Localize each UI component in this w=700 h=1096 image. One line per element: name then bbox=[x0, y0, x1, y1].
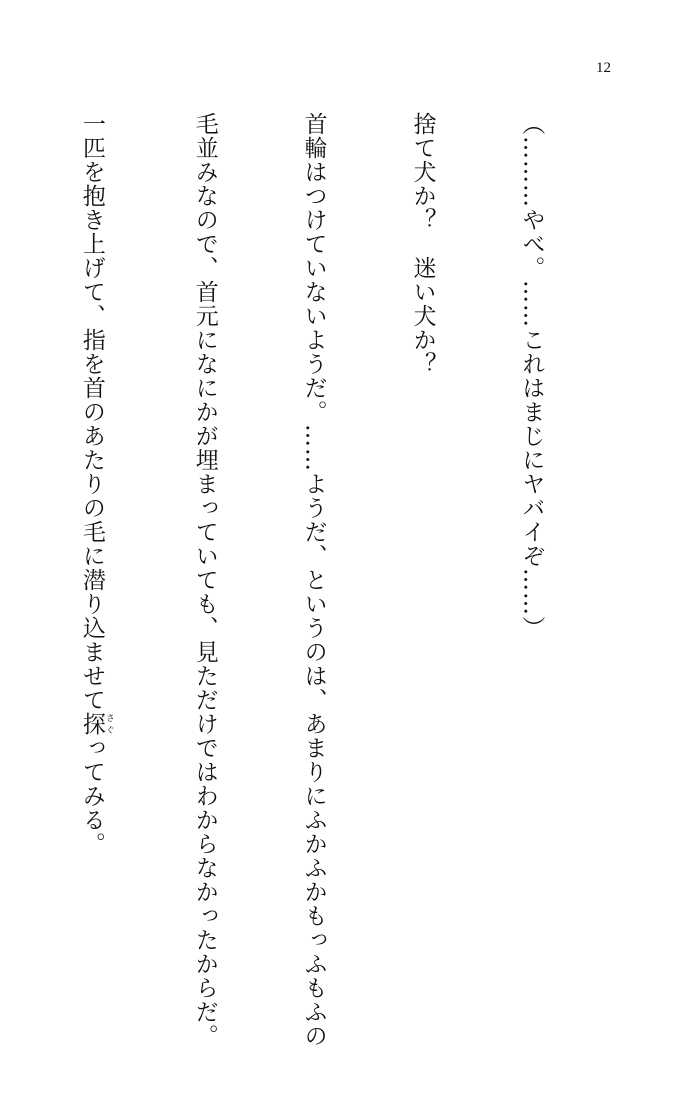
text-line: 捨て犬か？ 迷い犬か？ bbox=[409, 112, 436, 376]
ruby-annotation bbox=[78, 712, 114, 736]
text-line: 首輪はつけていないようだ。……ようだ、というのは、あまりにふかふかもっふもふの bbox=[300, 112, 327, 1048]
text-line: 毛並みなので、首元になにかが埋まっていても、見ただけではわからなかったからだ。 bbox=[191, 112, 218, 1048]
text-line: （………やべ。……これはまじにヤバイぞ……） bbox=[518, 112, 545, 640]
ruby-reading: さぐ bbox=[103, 712, 114, 736]
text-line-with-ruby bbox=[74, 112, 114, 972]
text-segment: ってみる。 bbox=[78, 736, 105, 856]
novel-text-column bbox=[0, 112, 622, 1048]
ruby-base: 探 bbox=[78, 712, 105, 736]
text-segment: 一匹を抱き上げて、指を首のあたりの毛に潜り込ませて bbox=[78, 112, 105, 712]
page-number: 12 bbox=[596, 60, 611, 76]
text-line bbox=[0, 112, 1, 972]
